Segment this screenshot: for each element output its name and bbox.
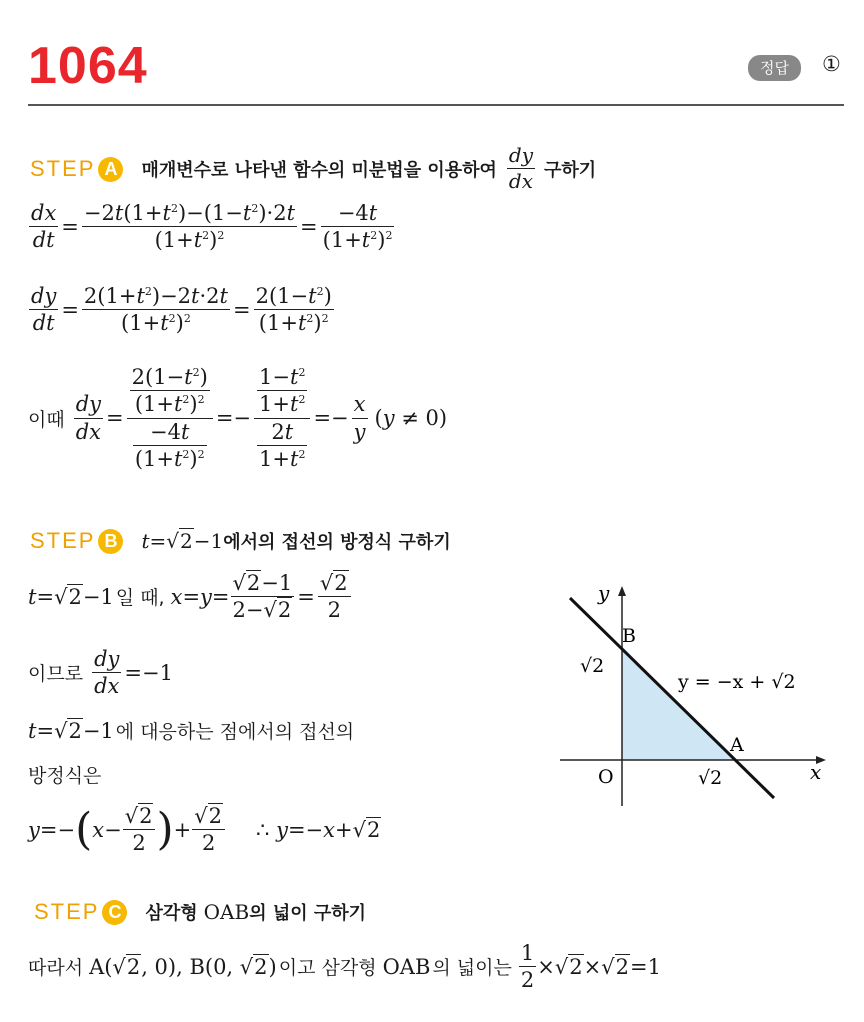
text-ui-neolbi: 의 넓이는 (432, 957, 512, 980)
point-a-label: A (730, 734, 744, 756)
text-corr-point: 에 대응하는 점에서의 접선의 (115, 721, 355, 743)
b-intercept-label: √2 (580, 655, 605, 677)
y-axis-label: y (598, 581, 610, 605)
eq-xy-value: t=√2−1 일 때, x=y= √2−1 2−√2 = √2 2 (28, 570, 352, 624)
step-c-header (34, 899, 366, 925)
step-a-header (30, 143, 596, 194)
answer-value: ① (822, 52, 841, 76)
point-b-label: B (622, 625, 636, 647)
step-c-title-suffix: 의 넓이 구하기 (249, 903, 367, 924)
text-bangjeongsik: 방정식은 (28, 765, 102, 787)
step-a-dydx: dy dx (508, 143, 534, 194)
text-igo: 이고 삼각형 (278, 957, 377, 980)
problem-number: 1064 (28, 37, 148, 95)
step-b-header: STEP B t=√2−1 에서의 접선의 방정식 구하기 (30, 528, 451, 553)
text-corr-line: t=√2−1 에 대응하는 점에서의 접선의 (28, 718, 355, 743)
x-axis-label: x (810, 760, 822, 784)
eq-dydx: 이때 dy dx = $\frac{2(1-t^2)}{(1+t^2)^2}$ $\frac{-4t}{(1+t^2)^2}$ =− $\frac{1-t^2}{1+t^2}$ $\frac{2t}{1+t^2}$ =− x y (y ≠ 0) (28, 365, 448, 472)
step-b-title: 에서의 접선의 방정식 구하기 (223, 532, 451, 553)
line-equation-label: y = −x + √2 (678, 671, 796, 693)
step-b-label: STEP B (30, 528, 123, 554)
eq-dxdt: dx dt = $-2t(1+t^2)-(1-t^2)\cdot 2t$ $(1+t^2)^2$ = −4t $(1+t^2)^2$ (31, 201, 393, 253)
step-c-label: STEP C (34, 899, 127, 925)
step-b-badge: B (98, 529, 123, 554)
a-intercept-label: √2 (698, 767, 723, 789)
origin-label: O (598, 766, 614, 788)
eq-tangent: y=− ( x− √2 2 ) + √2 2 ∴ y=−x+√2 (28, 803, 381, 856)
text-idae: 이때 (28, 408, 65, 431)
step-a-title: 매개변수로 나타낸 함수의 미분법을 이용하여 (141, 159, 497, 181)
step-a-label: STEP A (30, 156, 123, 182)
step-a-title-suffix: 구하기 (544, 159, 597, 181)
text-imeuro: 이므로 (28, 663, 84, 686)
answer-badge: 정답 (748, 55, 801, 81)
eq-slope: 이므로 dy dx =−1 (28, 647, 173, 699)
text-oab: OAB (382, 954, 431, 979)
step-c-badge: C (102, 900, 127, 925)
y-axis-arrow (618, 586, 626, 596)
tangent-diagram (560, 578, 840, 808)
text-il-ttae: 일 때, (115, 587, 165, 610)
text-ttaraseo: 따라서 (28, 957, 84, 980)
step-a-badge: A (98, 157, 123, 182)
header-divider (28, 104, 844, 106)
step-c-title-prefix: 삼각형 (145, 903, 198, 924)
eq-dydt: dy dt = $2(1+t^2)-2t\cdot 2t$ $(1+t^2)^2$ = $2(1-t^2)$ $(1+t^2)^2$ (31, 284, 332, 336)
step-c-title-oab: OAB (203, 900, 250, 924)
eq-area: 따라서 A(√2, 0), B(0, √2) 이고 삼각형 OAB 의 넓이는 1 2 ×√2×√2=1 (28, 941, 661, 993)
